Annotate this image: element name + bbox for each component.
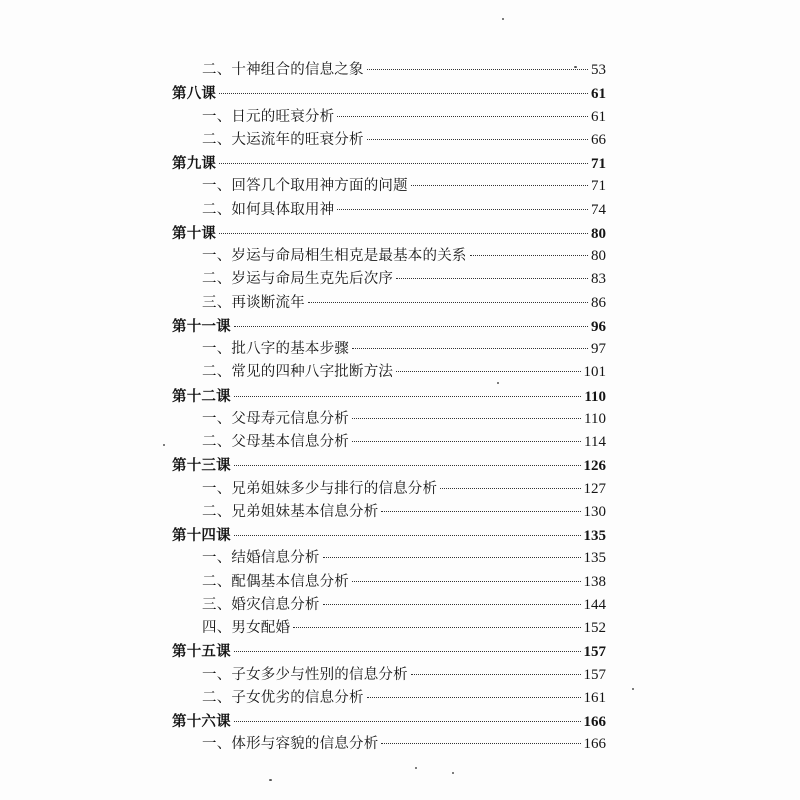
page-number: 144 bbox=[583, 596, 606, 613]
page-number: 61 bbox=[591, 86, 606, 103]
scan-speck bbox=[415, 767, 417, 769]
toc-chapter-row bbox=[172, 315, 606, 338]
dot-leader bbox=[367, 697, 581, 698]
dot-leader bbox=[219, 233, 588, 234]
toc-chapter-row bbox=[172, 640, 606, 663]
dot-leader bbox=[219, 163, 588, 164]
toc-chapter-row bbox=[172, 454, 606, 477]
chapter-title: 第十三课 bbox=[172, 457, 231, 475]
chapter-title: 第十一课 bbox=[172, 317, 231, 335]
scan-speck bbox=[163, 444, 165, 446]
toc-section-row bbox=[172, 664, 606, 687]
toc-section-row bbox=[172, 361, 606, 384]
dot-leader bbox=[234, 535, 581, 536]
page-number: 161 bbox=[583, 689, 606, 706]
page-number: 135 bbox=[583, 528, 606, 544]
toc-section-row bbox=[172, 175, 606, 198]
chapter-title: 第十四课 bbox=[172, 527, 231, 544]
section-title: 一、体形与容貌的信息分析 bbox=[202, 736, 379, 753]
section-title: 一、父母寿元信息分析 bbox=[202, 410, 349, 427]
section-title: 三、婚灾信息分析 bbox=[202, 596, 320, 613]
section-title: 一、批八字的基本步骤 bbox=[202, 341, 349, 357]
dot-leader bbox=[234, 396, 582, 397]
page-number: 110 bbox=[584, 388, 606, 405]
toc-chapter-row bbox=[172, 222, 606, 245]
page-number: 110 bbox=[584, 410, 606, 427]
page-number: 53 bbox=[591, 62, 606, 78]
toc-section-row bbox=[172, 478, 606, 501]
scan-speck bbox=[269, 779, 272, 781]
page-number: 83 bbox=[591, 271, 606, 288]
chapter-title: 第十二课 bbox=[172, 387, 231, 405]
section-title: 二、配偶基本信息分析 bbox=[202, 573, 349, 590]
toc-section-row bbox=[172, 617, 606, 640]
toc-section-row bbox=[172, 268, 606, 291]
dot-leader bbox=[352, 581, 581, 582]
dot-leader bbox=[293, 627, 580, 628]
dot-leader bbox=[352, 418, 581, 419]
toc-section-row bbox=[172, 338, 606, 361]
dot-leader bbox=[337, 209, 588, 210]
page-number: 101 bbox=[583, 364, 606, 381]
toc-section-row bbox=[172, 199, 606, 222]
chapter-title: 第十课 bbox=[172, 224, 217, 242]
chapter-title: 第八课 bbox=[172, 85, 217, 103]
dot-leader bbox=[396, 278, 588, 279]
dot-leader bbox=[234, 465, 581, 466]
dot-leader bbox=[234, 326, 588, 327]
page-number: 135 bbox=[583, 550, 606, 567]
scan-speck bbox=[574, 66, 577, 68]
scan-speck bbox=[502, 18, 504, 20]
dot-leader bbox=[411, 185, 588, 186]
toc-section-row bbox=[172, 106, 606, 129]
section-title: 一、结婚信息分析 bbox=[202, 550, 320, 567]
section-title: 二、父母基本信息分析 bbox=[202, 434, 349, 450]
section-title: 二、如何具体取用神 bbox=[202, 201, 335, 218]
toc-section-row bbox=[172, 59, 606, 82]
toc-section-row bbox=[172, 594, 606, 617]
page-number: 96 bbox=[591, 318, 606, 335]
toc-section-row bbox=[172, 292, 606, 315]
toc-section-row bbox=[172, 245, 606, 268]
scan-speck bbox=[452, 772, 454, 774]
toc-section-row bbox=[172, 129, 606, 152]
scan-speck bbox=[497, 382, 499, 384]
section-title: 一、日元的旺衰分析 bbox=[202, 108, 335, 125]
dot-leader bbox=[381, 743, 580, 744]
page-number: 80 bbox=[591, 248, 606, 264]
section-title: 一、回答几个取用神方面的问题 bbox=[202, 178, 408, 195]
toc-chapter-row bbox=[172, 385, 606, 408]
page-number: 126 bbox=[583, 458, 606, 475]
dot-leader bbox=[323, 557, 581, 558]
dot-leader bbox=[367, 69, 588, 70]
toc-chapter-row bbox=[172, 524, 606, 547]
section-title: 四、男女配婚 bbox=[202, 620, 291, 636]
section-title: 一、岁运与命局相生相克是最基本的关系 bbox=[202, 248, 467, 264]
page-number: 130 bbox=[583, 503, 606, 520]
dot-leader bbox=[470, 255, 588, 256]
table-of-contents bbox=[172, 59, 606, 757]
page-number: 157 bbox=[583, 666, 606, 683]
toc-chapter-row bbox=[172, 152, 606, 175]
page-number: 127 bbox=[583, 480, 606, 497]
page-number: 80 bbox=[591, 225, 606, 242]
dot-leader bbox=[396, 371, 580, 372]
dot-leader bbox=[234, 651, 581, 652]
page-number: 114 bbox=[584, 434, 606, 450]
dot-leader bbox=[337, 116, 588, 117]
section-title: 三、再谈断流年 bbox=[202, 294, 305, 311]
page-number: 61 bbox=[591, 108, 606, 125]
dot-leader bbox=[323, 604, 581, 605]
dot-leader bbox=[234, 721, 581, 722]
toc-section-row bbox=[172, 408, 606, 431]
page-number: 157 bbox=[583, 644, 606, 661]
page-number: 138 bbox=[583, 573, 606, 590]
dot-leader bbox=[440, 488, 580, 489]
chapter-title: 第九课 bbox=[172, 155, 217, 172]
section-title: 二、大运流年的旺衰分析 bbox=[202, 131, 364, 148]
toc-chapter-row bbox=[172, 710, 606, 733]
section-title: 二、常见的四种八字批断方法 bbox=[202, 364, 394, 381]
page-number: 86 bbox=[591, 294, 606, 311]
toc-section-row bbox=[172, 431, 606, 454]
dot-leader bbox=[352, 441, 581, 442]
dot-leader bbox=[367, 139, 588, 140]
dot-leader bbox=[308, 302, 588, 303]
page-number: 74 bbox=[591, 201, 606, 218]
chapter-title: 第十六课 bbox=[172, 713, 231, 730]
page-number: 71 bbox=[591, 178, 606, 195]
toc-section-row bbox=[172, 547, 606, 570]
page-number: 97 bbox=[591, 341, 606, 357]
page-number: 152 bbox=[583, 620, 606, 636]
section-title: 二、子女优劣的信息分析 bbox=[202, 689, 364, 706]
toc-section-row bbox=[172, 571, 606, 594]
section-title: 一、兄弟姐妹多少与排行的信息分析 bbox=[202, 480, 438, 497]
chapter-title: 第十五课 bbox=[172, 643, 231, 661]
section-title: 一、子女多少与性别的信息分析 bbox=[202, 666, 408, 683]
dot-leader bbox=[352, 348, 588, 349]
dot-leader bbox=[411, 674, 581, 675]
page-number: 166 bbox=[583, 736, 606, 753]
toc-section-row bbox=[172, 501, 606, 524]
toc-section-row bbox=[172, 687, 606, 710]
scan-speck bbox=[632, 688, 634, 690]
dot-leader bbox=[381, 511, 580, 512]
page-number: 71 bbox=[591, 156, 606, 172]
dot-leader bbox=[219, 93, 588, 94]
page-number: 166 bbox=[583, 714, 606, 730]
section-title: 二、兄弟姐妹基本信息分析 bbox=[202, 503, 379, 520]
section-title: 二、岁运与命局生克先后次序 bbox=[202, 271, 394, 288]
toc-section-row bbox=[172, 733, 606, 756]
toc-chapter-row bbox=[172, 82, 606, 105]
section-title: 二、十神组合的信息之象 bbox=[202, 62, 364, 78]
page-number: 66 bbox=[591, 131, 606, 148]
